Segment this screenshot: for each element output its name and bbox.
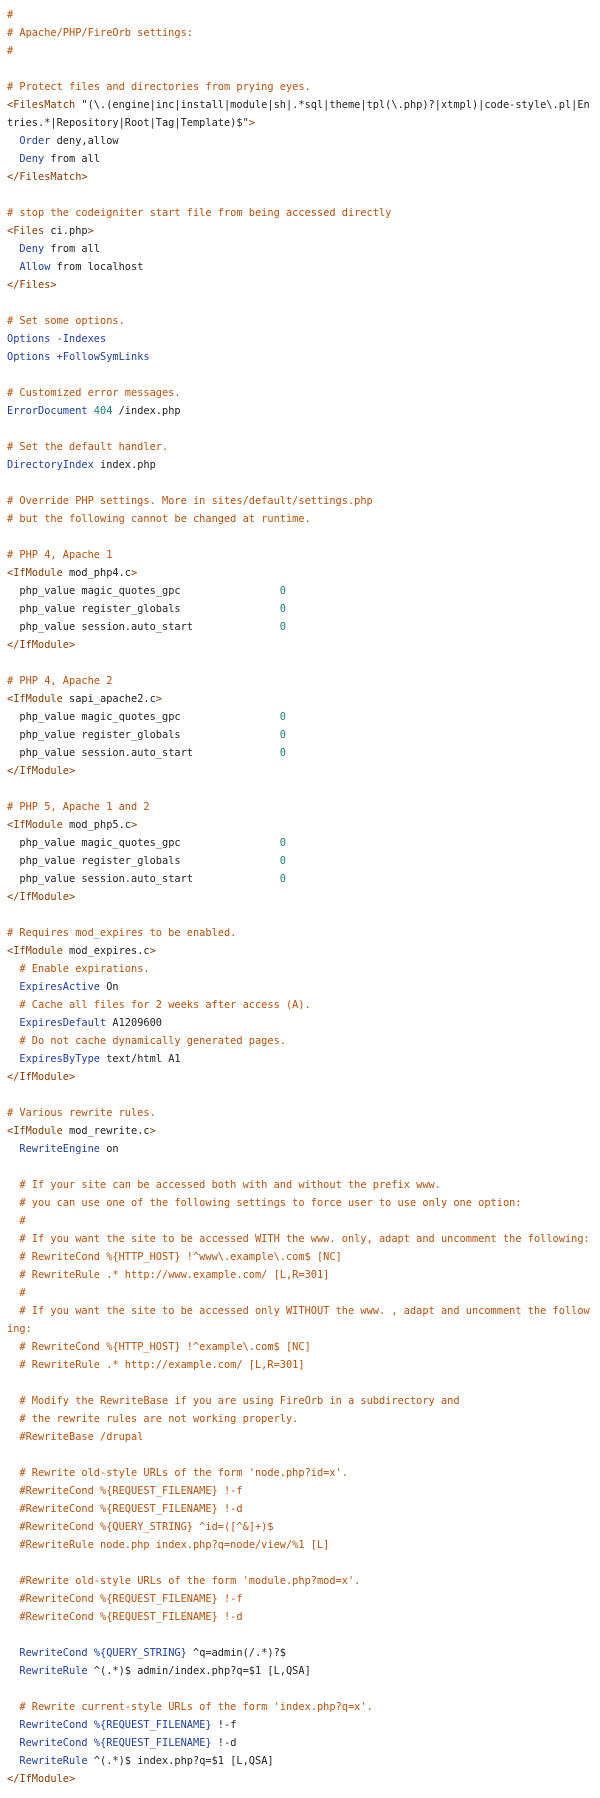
code-line — [7, 312, 593, 330]
code-token-text: mod_php4.c — [62, 567, 131, 579]
code-token-number: 0 — [279, 711, 286, 723]
code-line — [7, 600, 593, 618]
code-line — [7, 1356, 593, 1374]
code-token-comment: # Set the default handler. — [7, 441, 169, 453]
code-token-comment: #RewriteCond %{REQUEST_FILENAME} !-f — [19, 1485, 243, 1497]
code-token-directive: RewriteRule — [19, 1665, 88, 1677]
code-token-text: ^(.*)$ admin/index.php?q=$1 [L,QSA] — [87, 1665, 311, 1677]
code-token-directive: Order — [19, 135, 51, 147]
code-token-comment: # Set some options. — [7, 315, 125, 327]
code-line — [7, 1518, 593, 1536]
code-token-number: 0 — [279, 621, 286, 633]
code-line — [7, 96, 593, 132]
code-token-text — [7, 1701, 19, 1713]
code-token-tag: > — [155, 693, 162, 705]
code-token-directive: Options — [7, 351, 51, 363]
code-token-comment: # Rewrite current-style URLs of the form 'index.php?q=x'. — [19, 1701, 373, 1713]
code-token-tag: > — [131, 567, 138, 579]
code-line — [7, 1194, 593, 1212]
code-line — [7, 1284, 593, 1302]
code-token-text — [7, 963, 19, 975]
code-line — [7, 834, 593, 852]
code-token-comment: # but the following cannot be changed at runtime. — [7, 513, 311, 525]
code-line — [7, 1680, 593, 1698]
code-token-text — [7, 1575, 19, 1587]
htaccess-code-listing — [7, 6, 593, 1788]
code-token-text: mod_rewrite.c — [62, 1125, 150, 1137]
code-token-comment: # Rewrite old-style URLs of the form 'node.php?id=x'. — [19, 1467, 348, 1479]
code-token-text — [7, 1251, 19, 1263]
code-line — [7, 222, 593, 240]
code-token-text: text/html A1 — [100, 1053, 181, 1065]
code-token-text — [7, 1269, 19, 1281]
code-token-text: A1209600 — [106, 1017, 162, 1029]
code-line — [7, 78, 593, 96]
code-line — [7, 150, 593, 168]
code-token-text — [7, 153, 19, 165]
code-token-text: php_value session.auto_start — [7, 621, 280, 633]
code-token-text — [7, 1503, 19, 1515]
code-token-directive: ErrorDocument — [7, 405, 88, 417]
code-token-text: deny,allow — [50, 135, 119, 147]
code-line — [7, 1590, 593, 1608]
code-token-comment: # If your site can be accessed both with and without the prefix www. — [19, 1179, 441, 1191]
code-token-tag: <Files — [7, 225, 45, 237]
code-token-comment: # — [19, 1287, 26, 1299]
code-line — [7, 1752, 593, 1770]
code-token-directive: Deny — [19, 243, 45, 255]
code-line — [7, 1608, 593, 1626]
code-line — [7, 1212, 593, 1230]
code-token-text — [7, 1467, 19, 1479]
code-token-directive: %{REQUEST_FILENAME} — [87, 1737, 212, 1749]
code-token-directive: DirectoryIndex — [7, 459, 94, 471]
code-line — [7, 1554, 593, 1572]
code-token-comment: # the rewrite rules are not working properly. — [19, 1413, 299, 1425]
code-line — [7, 1014, 593, 1032]
code-token-text: php_value register_globals — [7, 729, 280, 741]
code-token-text: php_value register_globals — [7, 855, 280, 867]
code-token-text — [7, 1431, 19, 1443]
code-line — [7, 276, 593, 294]
code-token-comment: # Protect files and directories from prying eyes. — [7, 81, 311, 93]
code-token-comment: # stop the codeigniter start file from being accessed directly — [7, 207, 392, 219]
code-token-tag: > — [87, 225, 94, 237]
code-line — [7, 1572, 593, 1590]
code-line — [7, 1122, 593, 1140]
code-token-number: 0 — [279, 855, 286, 867]
code-token-text — [7, 1395, 19, 1407]
code-line — [7, 1230, 593, 1248]
code-token-tag: <IfModule — [7, 945, 63, 957]
code-token-tag: > — [149, 1125, 156, 1137]
code-line — [7, 1176, 593, 1194]
code-token-directive: Allow — [19, 261, 51, 273]
code-token-text — [7, 1215, 19, 1227]
code-token-text: mod_php5.c — [62, 819, 131, 831]
code-line — [7, 1500, 593, 1518]
code-token-text — [7, 999, 19, 1011]
code-token-comment: # Customized error messages. — [7, 387, 181, 399]
code-token-comment: # Override PHP settings. More in sites/default/settings.php — [7, 495, 373, 507]
code-line — [7, 852, 593, 870]
code-token-comment: # Cache all files for 2 weeks after access (A). — [19, 999, 311, 1011]
code-line — [7, 1266, 593, 1284]
code-token-text: ci.php — [44, 225, 88, 237]
code-token-comment: #RewriteBase /drupal — [19, 1431, 144, 1443]
code-token-text — [7, 1593, 19, 1605]
code-token-directive: +FollowSymLinks — [50, 351, 150, 363]
code-token-comment: # Apache/PHP/FireOrb settings: — [7, 27, 193, 39]
code-line — [7, 402, 593, 420]
code-token-directive: RewriteCond — [19, 1719, 88, 1731]
code-token-comment: # If you want the site to be accessed WITH the www. only, adapt and uncomment the following: — [19, 1233, 590, 1245]
code-token-text — [7, 1197, 19, 1209]
code-token-text — [7, 1755, 19, 1767]
code-token-text: /index.php — [112, 405, 181, 417]
code-token-tag: > — [149, 945, 156, 957]
code-token-text: php_value session.auto_start — [7, 873, 280, 885]
code-line — [7, 708, 593, 726]
code-line — [7, 1626, 593, 1644]
code-line — [7, 1068, 593, 1086]
code-token-number: 0 — [279, 837, 286, 849]
code-token-comment: # PHP 4, Apache 1 — [7, 549, 113, 561]
code-line — [7, 186, 593, 204]
code-token-comment: # Requires mod_expires to be enabled. — [7, 927, 237, 939]
code-line — [7, 60, 593, 78]
code-token-tag: </IfModule> — [7, 891, 76, 903]
code-line — [7, 636, 593, 654]
code-token-tag: </IfModule> — [7, 1773, 76, 1785]
code-token-text — [7, 1737, 19, 1749]
code-line — [7, 204, 593, 222]
code-line — [7, 1374, 593, 1392]
code-token-comment: # Enable expirations. — [19, 963, 150, 975]
code-line — [7, 1770, 593, 1788]
code-line — [7, 1428, 593, 1446]
code-line — [7, 1032, 593, 1050]
code-token-text — [7, 1233, 19, 1245]
code-token-text — [7, 1521, 19, 1533]
code-token-text: from all — [44, 243, 101, 255]
code-line — [7, 1140, 593, 1158]
code-token-text — [7, 261, 19, 273]
code-line — [7, 510, 593, 528]
code-line — [7, 24, 593, 42]
code-token-text: php_value session.auto_start — [7, 747, 280, 759]
code-token-tag: </IfModule> — [7, 1071, 76, 1083]
code-token-directive: RewriteCond — [19, 1647, 88, 1659]
code-token-directive: RewriteEngine — [19, 1143, 100, 1155]
code-token-number: 0 — [279, 603, 286, 615]
code-token-text: ^q=admin(/.*)?$ — [186, 1647, 287, 1659]
code-token-text — [7, 1485, 19, 1497]
code-line — [7, 996, 593, 1014]
code-token-comment: # Modify the RewriteBase if you are using FireOrb in a subdirectory and — [19, 1395, 460, 1407]
code-line — [7, 978, 593, 996]
code-token-text: php_value magic_quotes_gpc — [7, 585, 280, 597]
code-token-text: php_value magic_quotes_gpc — [7, 837, 280, 849]
code-token-text — [7, 1413, 19, 1425]
code-line — [7, 960, 593, 978]
code-token-comment: #Rewrite old-style URLs of the form 'module.php?mod=x'. — [19, 1575, 361, 1587]
code-token-number: 0 — [279, 585, 286, 597]
code-line — [7, 1644, 593, 1662]
code-token-text: !-f — [211, 1719, 237, 1731]
code-token-tag: <FilesMatch — [7, 99, 76, 111]
code-line — [7, 1536, 593, 1554]
code-token-comment: # Do not cache dynamically generated pages. — [19, 1035, 286, 1047]
code-line — [7, 528, 593, 546]
code-token-comment: #RewriteCond %{REQUEST_FILENAME} !-d — [19, 1611, 243, 1623]
code-token-text: "(\.(engine|inc|install|module|sh|.*sql|theme|tpl(\.php)?|xtmpl)|code-style\.pl|Entries.*|Repository|Root|Tag|Template)$" — [7, 99, 590, 129]
code-token-comment: # — [7, 9, 14, 21]
code-token-tag: </FilesMatch> — [7, 171, 88, 183]
code-token-text — [7, 1341, 19, 1353]
code-line — [7, 1482, 593, 1500]
code-line — [7, 1086, 593, 1104]
code-line — [7, 240, 593, 258]
code-line — [7, 294, 593, 312]
code-line — [7, 816, 593, 834]
code-line — [7, 1698, 593, 1716]
code-token-directive: Deny — [19, 153, 45, 165]
code-line — [7, 744, 593, 762]
code-line — [7, 1104, 593, 1122]
code-token-comment: #RewriteRule node.php index.php?q=node/view/%1 [L] — [19, 1539, 330, 1551]
code-line — [7, 1464, 593, 1482]
code-token-tag: <IfModule — [7, 819, 63, 831]
code-token-text — [7, 981, 19, 993]
code-token-comment: # If you want the site to be accessed only WITHOUT the www. , adapt and uncomment the following: — [7, 1305, 590, 1335]
code-line — [7, 762, 593, 780]
code-token-text: sapi_apache2.c — [62, 693, 156, 705]
code-line — [7, 690, 593, 708]
code-token-directive: ExpiresActive — [19, 981, 100, 993]
code-token-directive: ExpiresDefault — [19, 1017, 107, 1029]
code-line — [7, 906, 593, 924]
code-line — [7, 888, 593, 906]
code-line — [7, 1158, 593, 1176]
code-token-number: 0 — [279, 747, 286, 759]
code-line — [7, 258, 593, 276]
code-token-text: On — [100, 981, 119, 993]
code-token-tag: </Files> — [7, 279, 57, 291]
code-line — [7, 474, 593, 492]
code-line — [7, 6, 593, 24]
code-token-directive: RewriteCond — [19, 1737, 88, 1749]
code-token-comment: # Various rewrite rules. — [7, 1107, 156, 1119]
code-token-tag: <IfModule — [7, 1125, 63, 1137]
code-token-text — [7, 135, 19, 147]
code-line — [7, 420, 593, 438]
code-line — [7, 1050, 593, 1068]
code-line — [7, 870, 593, 888]
code-line — [7, 780, 593, 798]
code-line — [7, 726, 593, 744]
code-token-text: from all — [44, 153, 101, 165]
code-line — [7, 582, 593, 600]
code-token-tag: </IfModule> — [7, 765, 76, 777]
code-line — [7, 798, 593, 816]
code-line — [7, 492, 593, 510]
code-token-directive: %{QUERY_STRING} — [87, 1647, 187, 1659]
code-line — [7, 438, 593, 456]
code-token-directive: RewriteRule — [19, 1755, 88, 1767]
code-line — [7, 942, 593, 960]
code-token-text — [7, 1719, 19, 1731]
code-line — [7, 618, 593, 636]
code-token-text: on — [100, 1143, 119, 1155]
code-token-text — [7, 243, 19, 255]
code-token-text — [7, 1287, 19, 1299]
code-token-text: !-d — [211, 1737, 237, 1749]
code-token-tag: > — [131, 819, 138, 831]
code-token-tag: <IfModule — [7, 693, 63, 705]
code-token-text: ^(.*)$ index.php?q=$1 [L,QSA] — [87, 1755, 274, 1767]
code-token-text — [7, 1665, 19, 1677]
code-token-comment: # — [19, 1215, 26, 1227]
code-line — [7, 1338, 593, 1356]
code-token-number: 404 — [93, 405, 113, 417]
code-token-text — [7, 1611, 19, 1623]
code-line — [7, 654, 593, 672]
code-line — [7, 42, 593, 60]
code-token-comment: #RewriteCond %{QUERY_STRING} ^id=([^&]+)$ — [19, 1521, 274, 1533]
code-token-text — [7, 1035, 19, 1047]
code-token-text: php_value register_globals — [7, 603, 280, 615]
code-line — [7, 330, 593, 348]
code-line — [7, 1302, 593, 1338]
code-token-text — [7, 1359, 19, 1371]
code-token-comment: # PHP 4, Apache 2 — [7, 675, 113, 687]
code-line — [7, 384, 593, 402]
code-line — [7, 132, 593, 150]
code-line — [7, 168, 593, 186]
code-token-directive: %{REQUEST_FILENAME} — [87, 1719, 212, 1731]
code-token-text — [7, 1143, 19, 1155]
code-token-text — [7, 1305, 19, 1317]
code-token-comment: # you can use one of the following settings to force user to use only one option: — [19, 1197, 522, 1209]
code-token-text — [7, 1539, 19, 1551]
code-token-comment: # — [7, 45, 14, 57]
code-token-tag: > — [248, 117, 255, 129]
code-token-tag: </IfModule> — [7, 639, 76, 651]
code-line — [7, 1248, 593, 1266]
code-line — [7, 1446, 593, 1464]
code-line — [7, 1392, 593, 1410]
code-token-text: php_value magic_quotes_gpc — [7, 711, 280, 723]
code-token-comment: # RewriteCond %{HTTP_HOST} !^example\.com$ [NC] — [19, 1341, 311, 1353]
code-token-comment: #RewriteCond %{REQUEST_FILENAME} !-d — [19, 1503, 243, 1515]
code-line — [7, 1734, 593, 1752]
code-token-text — [7, 1179, 19, 1191]
code-token-comment: # RewriteRule .* http://example.com/ [L,R=301] — [19, 1359, 305, 1371]
code-line — [7, 1716, 593, 1734]
code-token-directive: -Indexes — [50, 333, 107, 345]
code-token-text: mod_expires.c — [62, 945, 150, 957]
code-line — [7, 546, 593, 564]
code-token-text — [7, 1017, 19, 1029]
code-line — [7, 924, 593, 942]
code-token-comment: # PHP 5, Apache 1 and 2 — [7, 801, 150, 813]
code-line — [7, 366, 593, 384]
code-token-number: 0 — [279, 729, 286, 741]
code-token-tag: <IfModule — [7, 567, 63, 579]
code-token-comment: # RewriteCond %{HTTP_HOST} !^www\.example\.com$ [NC] — [19, 1251, 342, 1263]
code-token-number: 0 — [279, 873, 286, 885]
code-line — [7, 672, 593, 690]
code-token-text — [7, 1647, 19, 1659]
code-token-directive: ExpiresByType — [19, 1053, 100, 1065]
code-line — [7, 456, 593, 474]
code-token-comment: #RewriteCond %{REQUEST_FILENAME} !-f — [19, 1593, 243, 1605]
code-line — [7, 564, 593, 582]
code-line — [7, 348, 593, 366]
code-line — [7, 1662, 593, 1680]
code-token-text: from localhost — [50, 261, 144, 273]
code-token-text — [7, 1053, 19, 1065]
code-token-text: index.php — [93, 459, 156, 471]
code-token-comment: # RewriteRule .* http://www.example.com/ [L,R=301] — [19, 1269, 330, 1281]
code-token-directive: Options — [7, 333, 51, 345]
code-line — [7, 1410, 593, 1428]
